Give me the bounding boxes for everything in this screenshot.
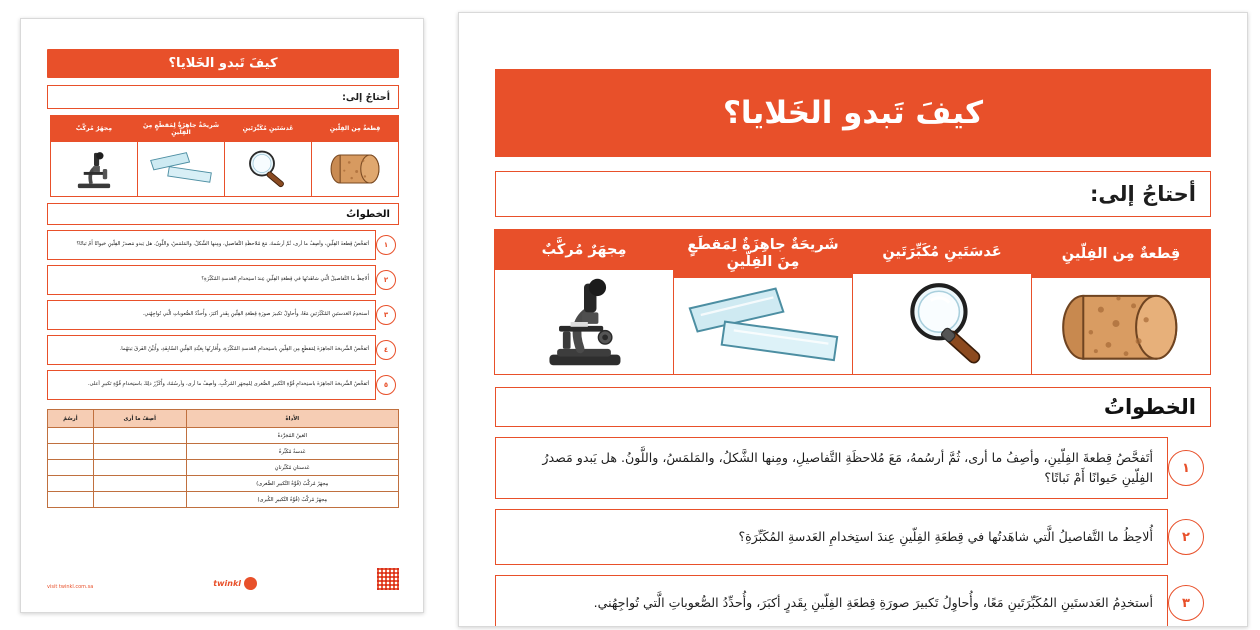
step-text: أُلاحِظُ ما التَّفاصيلُ الَّتي شاهَدتُها في قِطعَةِ الفِلّينِ عِندَ استِخدامِ العَدسةِ المُكَبِّرَةِ؟ <box>47 265 376 295</box>
step-row <box>47 370 399 400</box>
table-header-cell: أرسُمُ <box>48 410 94 428</box>
material-card-slide-label: شَريحَةٌ جاهِزَةٌ لِمَقطَعٍ مِنَ الفِلّينِ <box>674 230 852 278</box>
material-card-microscope <box>50 115 138 197</box>
material-card-magnifier-label: عَدسَتَينِ مُكَبِّرَتَينِ <box>225 116 311 142</box>
step-text: أتَفحَّصُ الشَّريحَةَ الجاهِزَةَ باستِخدامِ قُوَّةِ التَّكبيرِ الصُّغرى لِلمِجهَرِ المُركَّبِ، وأصِفُ ما أرى، وأرسُمُهُ، وأُكَرِّرُ ذلِكَ باستِخدامِ قُوَّةِ تَكبيرٍ أعلى. <box>47 370 376 400</box>
table-header-row <box>48 410 399 428</box>
material-card-magnifier-label: عَدسَتَينِ مُكَبِّرَتَينِ <box>853 230 1031 274</box>
step-text: أستخدِمُ العَدستَينِ المُكَبِّرَتَينِ مَعًا، وأُحاوِلُ تَكبيرَ صورَةِ قِطعَةِ الفِلّينِ بِقَدرٍ أكبَرَ، وأُحدِّدُ الصُّعوباتِ الَّتي تُواجِهُني. <box>47 300 376 330</box>
step-row <box>495 509 1211 565</box>
table-row <box>48 476 399 492</box>
prepared-slide-icon <box>138 142 224 196</box>
table-row <box>48 492 399 508</box>
material-card-cork <box>1031 229 1211 375</box>
material-card-magnifier <box>224 115 312 197</box>
magnifying-glass-icon <box>853 274 1031 374</box>
cork-piece-icon <box>1032 278 1210 374</box>
main-content <box>495 69 1211 627</box>
worksheet-page-main[interactable] <box>458 12 1248 627</box>
qr-code-icon <box>377 568 399 590</box>
material-card-slide <box>137 115 225 197</box>
material-card-slide-label: شَريحَةٌ جاهِزَةٌ لِمَقطَعٍ مِنَ الفِلّينِ <box>138 116 224 142</box>
prepared-slide-icon <box>674 278 852 374</box>
compound-microscope-icon <box>51 142 137 196</box>
step-row <box>495 437 1211 499</box>
step-row <box>47 335 399 365</box>
step-text: أُلاحِظُ ما التَّفاصيلُ الَّتي شاهَدتُها في قِطعَةِ الفِلّينِ عِندَ استِخدامِ العَدسةِ المُكَبِّرَةِ؟ <box>495 509 1168 565</box>
material-card-cork-label: قِطعةٌ مِن الفِلّينِ <box>1032 230 1210 278</box>
step-text: أستخدِمُ العَدستَينِ المُكَبِّرَتَينِ مَعًا، وأُحاوِلُ تَكبيرَ صورَةِ قِطعَةِ الفِلّينِ بِقَدرٍ أكبَرَ، وأُحدِّدُ الصُّعوباتِ الَّتي تُواجِهُني. <box>495 575 1168 627</box>
table-cell-describe[interactable] <box>93 444 186 460</box>
material-card-microscope <box>494 229 674 375</box>
table-cell-tool: العَينُ المُجَرَّدةُ <box>186 428 398 444</box>
compound-microscope-icon <box>495 270 673 374</box>
step-number: ١ <box>1168 450 1204 486</box>
step-number: ٥ <box>376 375 396 395</box>
step-text: أتَفحَّصُ قِطعةَ الفِلّينِ، وأصِفُ ما أرى، ثُمَّ أرسُمهُ، مَعَ مُلاحظَةِ التَّفاصيلِ، ومِنها الشَّكلُ، والمَلمَسُ، واللَّونُ. هل يَبدو مَصدرُ الفِلّينِ حَيوانًا أَمْ نَباتًا؟ <box>495 437 1168 499</box>
material-card-magnifier <box>852 229 1032 375</box>
materials-row <box>495 229 1211 375</box>
table-cell-tool: مِجهَرٌ مُركَّبٌ (قُوَّةُ التَّكبيرِ الكُبرى) <box>186 492 398 508</box>
material-card-cork <box>311 115 399 197</box>
cork-piece-icon <box>312 142 398 196</box>
table-cell-describe[interactable] <box>93 428 186 444</box>
brand-name: twinkl <box>213 579 242 588</box>
brand-logo <box>213 577 257 590</box>
material-card-cork-label: قِطعةٌ مِن الفِلّينِ <box>312 116 398 142</box>
table-cell-draw[interactable] <box>48 428 94 444</box>
step-row <box>495 575 1211 627</box>
step-number: ٣ <box>1168 585 1204 621</box>
materials-label: أحتاجُ إلى: <box>495 171 1211 217</box>
table-cell-describe[interactable] <box>93 476 186 492</box>
materials-label: أحتاجُ إلى: <box>47 85 399 109</box>
table-row <box>48 428 399 444</box>
steps-header: الخطواتُ <box>495 387 1211 427</box>
footer-url: visit twinkl.com.sa <box>47 584 94 590</box>
magnifying-glass-icon <box>225 142 311 196</box>
table-cell-draw[interactable] <box>48 460 94 476</box>
step-row <box>47 300 399 330</box>
observation-table <box>47 409 399 508</box>
step-number: ٢ <box>376 270 396 290</box>
table-cell-tool: عَدسةٌ مُكَبِّرةٌ <box>186 444 398 460</box>
table-row <box>48 444 399 460</box>
step-row <box>47 265 399 295</box>
material-card-microscope-label: مِجهَرٌ مُركَّبٌ <box>51 116 137 142</box>
step-number: ٢ <box>1168 519 1204 555</box>
steps-header: الخطواتُ <box>47 203 399 225</box>
material-card-microscope-label: مِجهَرٌ مُركَّبٌ <box>495 230 673 270</box>
worksheet-page-thumbnail[interactable] <box>20 18 424 613</box>
table-cell-tool: عَدستانِ مُكَبِّرتانِ <box>186 460 398 476</box>
table-cell-describe[interactable] <box>93 492 186 508</box>
table-header-cell: الأداةُ <box>186 410 398 428</box>
table-cell-draw[interactable] <box>48 492 94 508</box>
materials-row <box>47 115 399 197</box>
page-title: كيفَ تَبدو الخَلايا؟ <box>47 49 399 78</box>
step-number: ١ <box>376 235 396 255</box>
table-cell-draw[interactable] <box>48 444 94 460</box>
table-header-cell: أصِفُ ما أرى <box>93 410 186 428</box>
table-cell-draw[interactable] <box>48 476 94 492</box>
thumbnail-content <box>47 49 399 508</box>
page-title: كيفَ تَبدو الخَلايا؟ <box>495 69 1211 157</box>
table-row <box>48 460 399 476</box>
step-number: ٤ <box>376 340 396 360</box>
step-text: أتَفحَّصُ قِطعةَ الفِلّينِ، وأصِفُ ما أرى، ثُمَّ أرسُمهُ، مَعَ مُلاحظَةِ التَّفاصيلِ، ومِنها الشَّكلُ، والمَلمَسُ، واللَّونُ. هل يَبدو مَصدرُ الفِلّينِ حَيوانًا أَمْ نَباتًا؟ <box>47 230 376 260</box>
step-text: أتَفحَّصُ الشَّريحَةَ الجاهِزَةَ لِمَقطَعٍ مِن الفِلّينِ باستِخدامِ العَدسةِ المُكَبِّرَةِ، وأُقارِنُها بِعَيِّنَةِ الفِلّينِ السّابِقَةِ، وأُبَيِّنُ الفَرقَ بَينَهُما. <box>47 335 376 365</box>
step-row <box>47 230 399 260</box>
table-cell-tool: مِجهَرٌ مُركَّبٌ (قُوَّةُ التَّكبيرِ الصُّغرى) <box>186 476 398 492</box>
page-footer <box>47 568 399 590</box>
material-card-slide <box>673 229 853 375</box>
brand-mark-icon <box>244 577 257 590</box>
step-number: ٣ <box>376 305 396 325</box>
table-cell-describe[interactable] <box>93 460 186 476</box>
